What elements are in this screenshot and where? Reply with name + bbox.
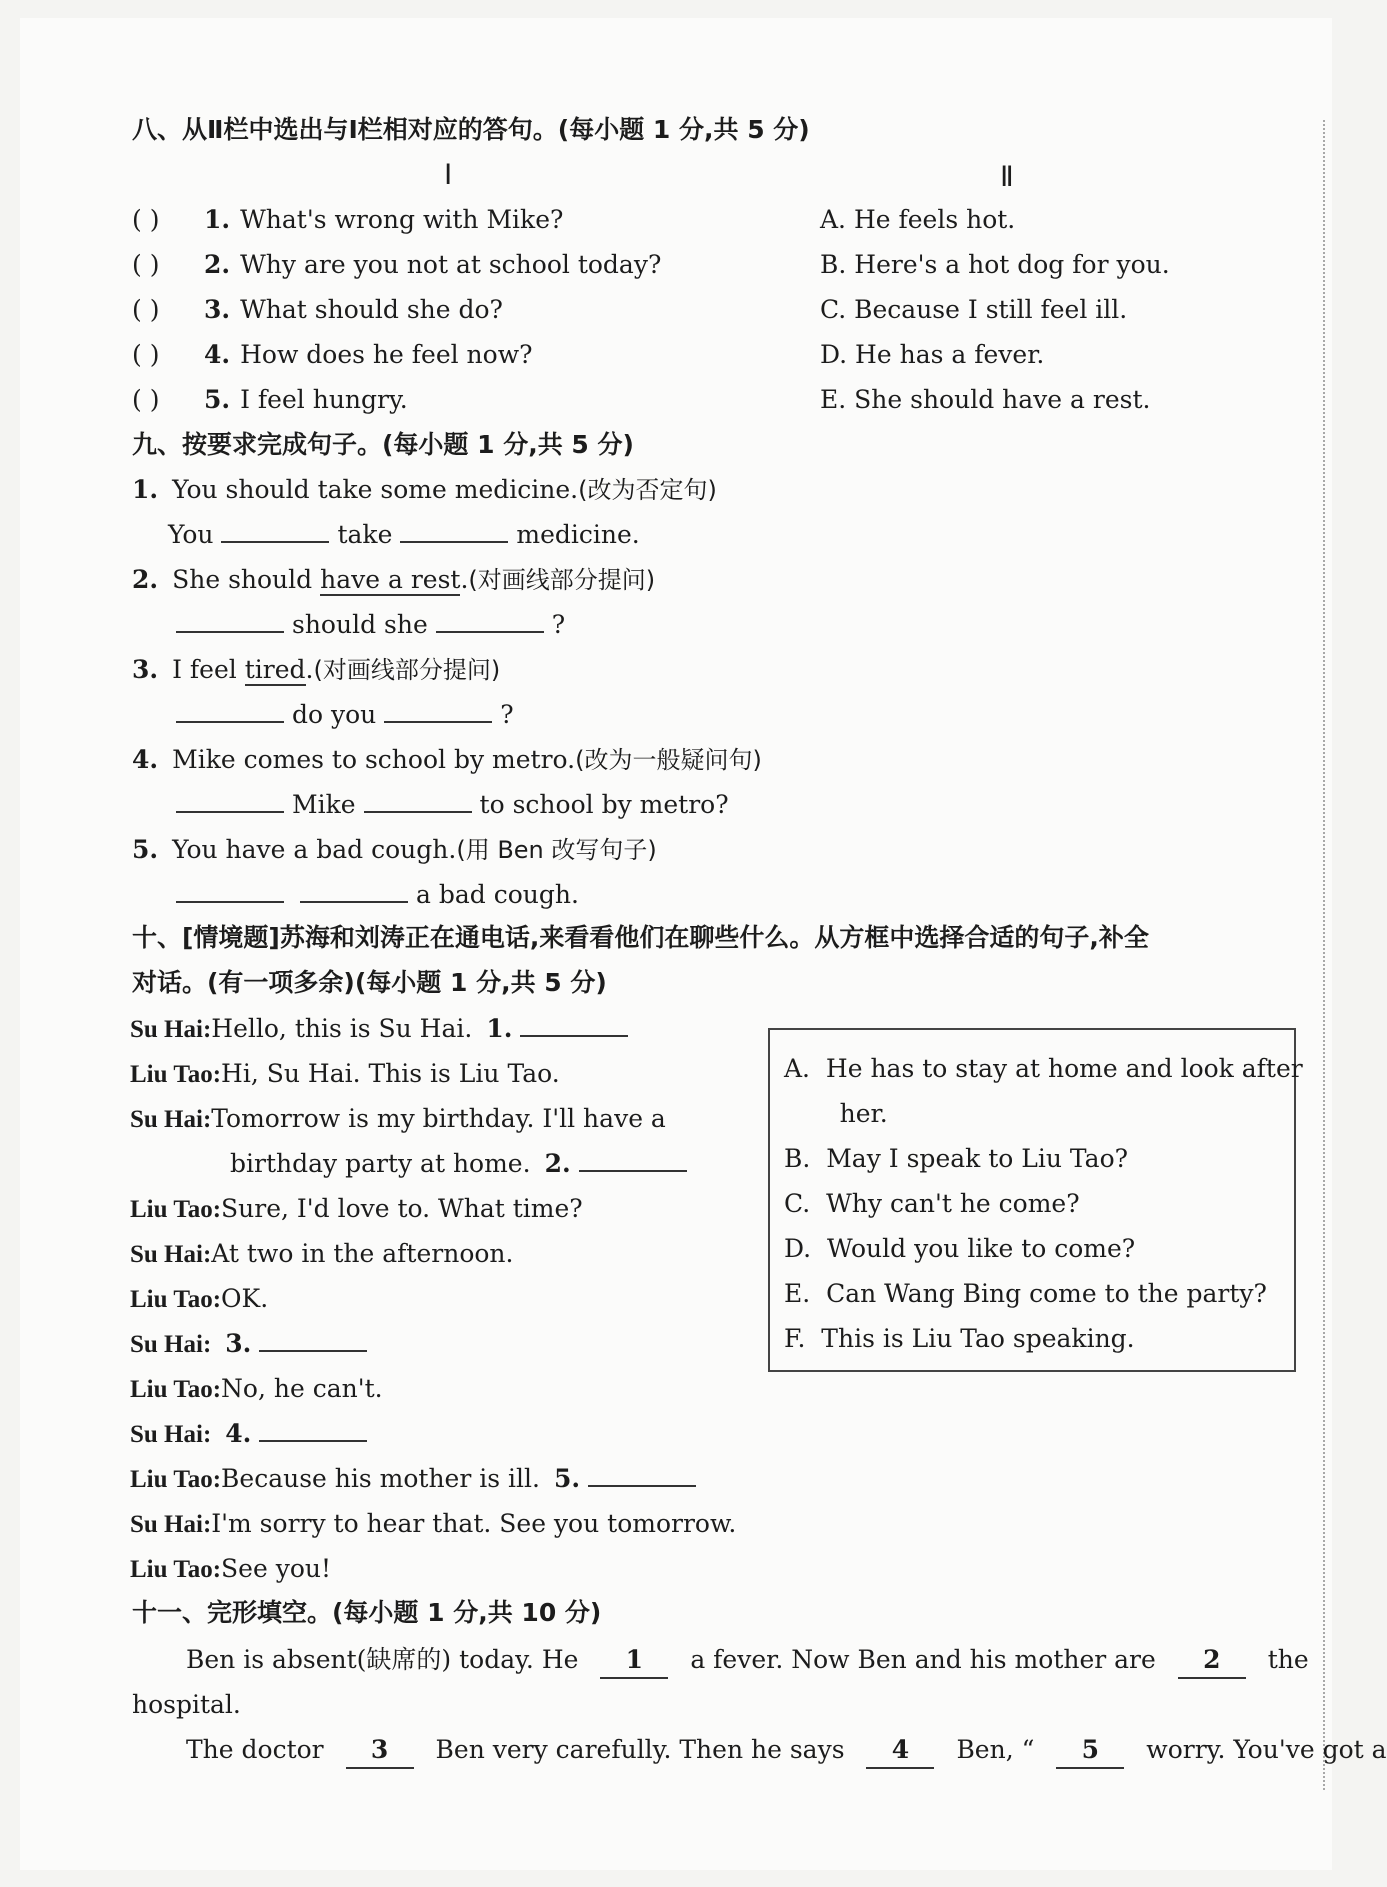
answer-blank[interactable] bbox=[300, 879, 408, 903]
dialogue-line bbox=[130, 1012, 636, 1047]
section-11-title: 十一、完形填空。(每小题 1 分,共 10 分) bbox=[132, 1598, 602, 1627]
answer-blank[interactable] bbox=[400, 519, 508, 543]
cloze-text: worry. You've got a bbox=[1146, 1735, 1387, 1764]
answer-paren[interactable]: ( ) bbox=[132, 250, 160, 279]
question-text: How does he feel now? bbox=[240, 340, 533, 369]
instruction: (对画线部分提问) bbox=[468, 566, 656, 594]
matching-answer-option: E. She should have a rest. bbox=[820, 385, 1151, 414]
answer-blank[interactable] bbox=[176, 699, 284, 723]
transform-question bbox=[132, 473, 717, 507]
answer-text: ? bbox=[551, 610, 566, 639]
cloze-blank-5[interactable]: 5 bbox=[1056, 1733, 1124, 1769]
matching-answer-option: A. He feels hot. bbox=[820, 205, 1016, 234]
section-10-title-line2: 对话。(有一项多余)(每小题 1 分,共 5 分) bbox=[132, 968, 607, 997]
answer-text: to school by metro? bbox=[479, 790, 729, 819]
dialogue-blank[interactable] bbox=[259, 1418, 367, 1442]
answer-blank[interactable] bbox=[364, 789, 472, 813]
blank-number: 3. bbox=[225, 1329, 252, 1358]
instruction: (对画线部分提问) bbox=[313, 656, 501, 684]
answer-blank[interactable] bbox=[176, 789, 284, 813]
dialogue-text: Tomorrow is my birthday. I'll have a bbox=[211, 1104, 666, 1133]
item-number: 5. bbox=[132, 835, 159, 864]
speaker-name: Liu Tao: bbox=[130, 1466, 222, 1493]
dialogue-text: Because his mother is ill. bbox=[221, 1464, 540, 1493]
section-10-title-line1: 十、[情境题]苏海和刘涛正在通电话,来看看他们在聊些什么。从方框中选择合适的句子,补全 bbox=[132, 923, 1149, 952]
blank-number: 1. bbox=[486, 1014, 513, 1043]
question-number: 3. bbox=[204, 295, 231, 324]
blank-number: 5. bbox=[553, 1464, 581, 1493]
cloze-text: the bbox=[1267, 1645, 1309, 1674]
question-number: 5. bbox=[204, 385, 231, 414]
dialogue-text: Sure, I'd love to. What time? bbox=[221, 1194, 583, 1223]
cloze-paragraph-line1 bbox=[186, 1643, 1309, 1679]
answer-blank[interactable] bbox=[176, 879, 284, 903]
cloze-blank-2[interactable]: 2 bbox=[1178, 1643, 1246, 1679]
matching-question-row bbox=[132, 383, 408, 417]
question-number: 2. bbox=[204, 250, 231, 279]
cloze-paragraph-line3 bbox=[186, 1733, 1387, 1769]
speaker-name: Su Hai: bbox=[130, 1331, 212, 1358]
answer-text: You bbox=[168, 520, 214, 549]
dialogue-text: Hello, this is Su Hai. bbox=[211, 1014, 473, 1043]
dialogue-line bbox=[130, 1282, 268, 1317]
dialogue-line bbox=[130, 1552, 331, 1587]
speaker-name: Su Hai: bbox=[130, 1106, 212, 1133]
answer-blank[interactable] bbox=[176, 609, 284, 633]
answer-text: medicine. bbox=[516, 520, 640, 549]
cloze-text: Ben is absent(缺席的) today. He bbox=[186, 1645, 579, 1674]
option-item: C. Why can't he come? bbox=[784, 1189, 1080, 1218]
answer-blank[interactable] bbox=[384, 699, 492, 723]
cloze-text: The doctor bbox=[186, 1735, 324, 1764]
question-number: 1. bbox=[204, 205, 231, 234]
item-number: 1. bbox=[132, 475, 159, 504]
dialogue-text: No, he can't. bbox=[221, 1374, 383, 1403]
item-number: 3. bbox=[132, 655, 159, 684]
dialogue-blank[interactable] bbox=[259, 1328, 367, 1352]
answer-line bbox=[168, 608, 565, 642]
cloze-text: a fever. Now Ben and his mother are bbox=[690, 1645, 1156, 1674]
transform-question bbox=[132, 833, 657, 867]
option-item: A. He has to stay at home and look after bbox=[784, 1054, 1303, 1083]
column-2-heading: Ⅱ bbox=[1000, 162, 1014, 193]
answer-line bbox=[168, 518, 640, 552]
option-item: her. bbox=[784, 1099, 888, 1128]
dialogue-blank[interactable] bbox=[588, 1463, 696, 1487]
answer-line bbox=[168, 878, 579, 912]
cloze-paragraph-line2: hospital. bbox=[132, 1690, 241, 1719]
sentence-text: Mike comes to school by metro. bbox=[172, 745, 576, 774]
speaker-name: Liu Tao: bbox=[130, 1196, 222, 1223]
dialogue-line bbox=[130, 1057, 560, 1092]
matching-answer-option: B. Here's a hot dog for you. bbox=[820, 250, 1170, 279]
question-text: Why are you not at school today? bbox=[240, 250, 662, 279]
dialogue-line bbox=[130, 1327, 375, 1362]
answer-blank[interactable] bbox=[436, 609, 544, 633]
transform-question bbox=[132, 653, 500, 687]
answer-line bbox=[168, 788, 729, 822]
speaker-name: Liu Tao: bbox=[130, 1556, 222, 1583]
answer-text: Mike bbox=[292, 790, 356, 819]
cloze-text: Ben very carefully. Then he says bbox=[435, 1735, 845, 1764]
answer-paren[interactable]: ( ) bbox=[132, 205, 160, 234]
dialogue-line bbox=[130, 1192, 583, 1227]
item-number: 2. bbox=[132, 565, 159, 594]
answer-text: take bbox=[337, 520, 393, 549]
cloze-blank-1[interactable]: 1 bbox=[600, 1643, 668, 1679]
matching-question-row bbox=[132, 203, 563, 237]
instruction: (改为一般疑问句) bbox=[575, 746, 762, 774]
speaker-name: Liu Tao: bbox=[130, 1286, 222, 1313]
sentence-text: I feel bbox=[172, 655, 245, 684]
speaker-name: Su Hai: bbox=[130, 1241, 212, 1268]
dialogue-text: birthday party at home. bbox=[230, 1149, 531, 1178]
instruction: (用 Ben 改写句子) bbox=[456, 836, 657, 864]
matching-question-row bbox=[132, 248, 661, 282]
dialogue-text: See you! bbox=[221, 1554, 332, 1583]
question-text: What's wrong with Mike? bbox=[240, 205, 564, 234]
option-item: B. May I speak to Liu Tao? bbox=[784, 1144, 1129, 1173]
speaker-name: Su Hai: bbox=[130, 1511, 212, 1538]
dialogue-blank[interactable] bbox=[520, 1013, 628, 1037]
dialogue-line bbox=[130, 1102, 666, 1137]
cloze-text: Ben, “ bbox=[956, 1735, 1035, 1764]
question-number: 4. bbox=[204, 340, 231, 369]
answer-text: should she bbox=[292, 610, 428, 639]
answer-paren[interactable]: ( ) bbox=[132, 385, 160, 414]
cloze-blank-3[interactable]: 3 bbox=[346, 1733, 414, 1769]
transform-question bbox=[132, 563, 655, 597]
blank-number: 4. bbox=[225, 1419, 252, 1448]
option-item: D. Would you like to come? bbox=[784, 1234, 1136, 1263]
section-9-title: 九、按要求完成句子。(每小题 1 分,共 5 分) bbox=[132, 430, 634, 459]
answer-line bbox=[168, 698, 514, 732]
matching-question-row bbox=[132, 293, 503, 327]
answer-paren[interactable]: ( ) bbox=[132, 295, 160, 324]
section-8-title: 八、从Ⅱ栏中选出与Ⅰ栏相对应的答句。(每小题 1 分,共 5 分) bbox=[132, 115, 810, 144]
dialogue-line bbox=[130, 1237, 513, 1272]
dialogue-line bbox=[130, 1507, 736, 1542]
answer-blank[interactable] bbox=[221, 519, 329, 543]
sentence-text: You should take some medicine. bbox=[172, 475, 579, 504]
transform-question bbox=[132, 743, 762, 777]
options-box bbox=[768, 1028, 1303, 1372]
underlined-part: tired bbox=[244, 655, 306, 684]
answer-paren[interactable]: ( ) bbox=[132, 340, 160, 369]
matching-answer-option: D. He has a fever. bbox=[820, 340, 1045, 369]
dialogue-line bbox=[130, 1462, 704, 1497]
matching-answer-option: C. Because I still feel ill. bbox=[820, 295, 1128, 324]
dialogue-blank[interactable] bbox=[579, 1148, 687, 1172]
speaker-name: Liu Tao: bbox=[130, 1061, 222, 1088]
answer-text: ? bbox=[500, 700, 514, 729]
dialogue-line bbox=[130, 1417, 375, 1452]
margin-dotted-rule bbox=[1323, 120, 1325, 1790]
question-text: I feel hungry. bbox=[240, 385, 408, 414]
blank-number: 2. bbox=[544, 1149, 571, 1178]
sentence-text: You have a bad cough. bbox=[172, 835, 457, 864]
speaker-name: Su Hai: bbox=[130, 1421, 212, 1448]
speaker-name: Su Hai: bbox=[130, 1016, 212, 1043]
dialogue-text: OK. bbox=[221, 1284, 269, 1313]
sentence-text: . bbox=[305, 655, 314, 684]
item-number: 4. bbox=[132, 745, 159, 774]
dialogue-text: Hi, Su Hai. This is Liu Tao. bbox=[221, 1059, 560, 1088]
dialogue-text: At two in the afternoon. bbox=[211, 1239, 514, 1268]
answer-text: do you bbox=[292, 700, 377, 729]
dialogue-line bbox=[130, 1372, 383, 1407]
instruction: (改为否定句) bbox=[578, 476, 717, 504]
option-item: E. Can Wang Bing come to the party? bbox=[784, 1279, 1267, 1308]
underlined-part: have a rest bbox=[320, 565, 461, 594]
question-text: What should she do? bbox=[240, 295, 503, 324]
option-item: F. This is Liu Tao speaking. bbox=[784, 1324, 1135, 1353]
matching-question-row bbox=[132, 338, 533, 372]
answer-text: a bad cough. bbox=[416, 880, 579, 909]
sentence-text: She should bbox=[172, 565, 321, 594]
speaker-name: Liu Tao: bbox=[130, 1376, 222, 1403]
dialogue-text: I'm sorry to hear that. See you tomorrow. bbox=[211, 1509, 737, 1538]
cloze-blank-4[interactable]: 4 bbox=[866, 1733, 934, 1769]
sentence-text: . bbox=[460, 565, 469, 594]
column-1-heading: Ⅰ bbox=[444, 160, 453, 191]
dialogue-line bbox=[230, 1147, 695, 1181]
